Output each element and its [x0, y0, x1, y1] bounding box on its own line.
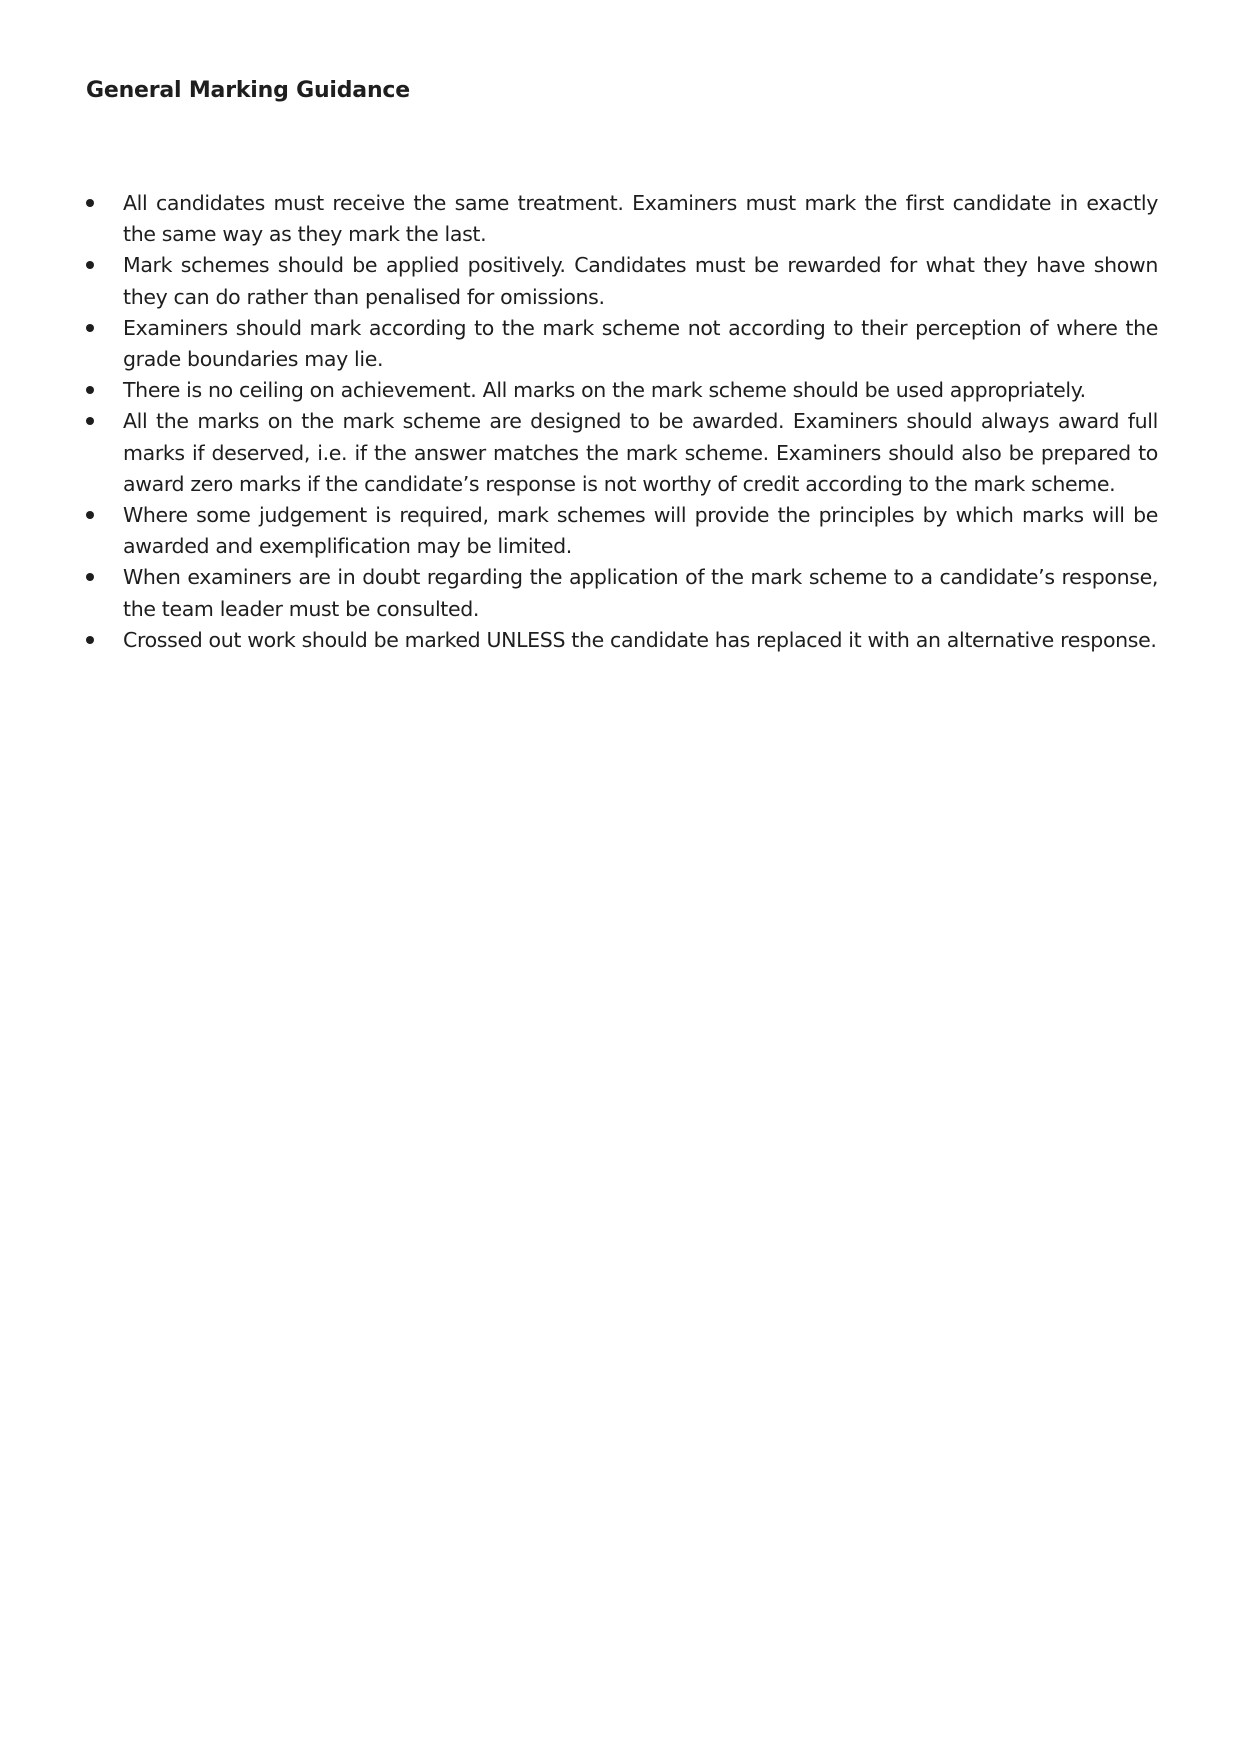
- bullet-icon: [86, 511, 94, 519]
- guidance-item: [86, 375, 1158, 406]
- bullet-icon: [86, 324, 94, 332]
- guidance-item-text: All the marks on the mark scheme are designed to be awarded. Examiners should always award full marks if deserved, i.e. if the answer matches the mark scheme. Examiners should also be prepared to award zero marks if the candidate’s response is not worthy of credit according to the mark scheme.: [123, 409, 1158, 496]
- guidance-item-text: When examiners are in doubt regarding the application of the mark scheme to a candidate’s response, the team leader must be consulted.: [123, 565, 1158, 621]
- page-heading: General Marking Guidance: [86, 78, 410, 103]
- guidance-item-text: Crossed out work should be marked UNLESS the candidate has replaced it with an alternative response.: [123, 627, 1157, 652]
- bullet-icon: [86, 386, 94, 394]
- guidance-item: [86, 250, 1158, 312]
- guidance-item-text: There is no ceiling on achievement. All marks on the mark scheme should be used appropriately.: [123, 378, 1086, 403]
- guidance-item: [86, 188, 1158, 250]
- guidance-item-text: Where some judgement is required, mark schemes will provide the principles by which marks will be awarded and exemplification may be limited.: [123, 503, 1158, 559]
- guidance-item: [86, 500, 1158, 562]
- guidance-item: [86, 406, 1158, 500]
- guidance-item-text: Mark schemes should be applied positively. Candidates must be rewarded for what they have shown they can do rather than penalised for omissions.: [123, 253, 1158, 309]
- bullet-icon: [86, 417, 94, 425]
- guidance-item: [86, 313, 1158, 375]
- bullet-icon: [86, 199, 94, 207]
- guidance-item-text: All candidates must receive the same treatment. Examiners must mark the first candidate in exactly the same way as they mark the last.: [123, 191, 1158, 247]
- bullet-icon: [86, 573, 94, 581]
- guidance-item: [86, 562, 1158, 624]
- bullet-icon: [86, 261, 94, 269]
- guidance-item-text: Examiners should mark according to the mark scheme not according to their perception of where the grade boundaries may lie.: [123, 315, 1158, 372]
- guidance-list: [86, 188, 1158, 656]
- bullet-icon: [86, 636, 94, 644]
- guidance-item: [86, 625, 1158, 656]
